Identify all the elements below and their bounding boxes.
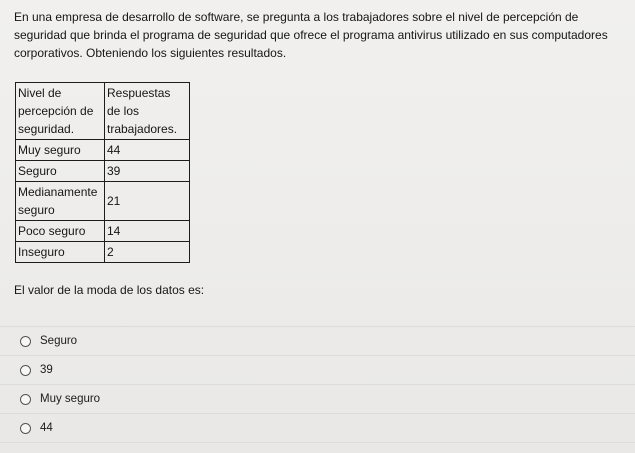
option-label: Seguro xyxy=(40,335,78,347)
table-header-row xyxy=(16,83,190,140)
table-cell-level: Inseguro xyxy=(16,242,105,263)
results-table xyxy=(15,82,190,263)
table-row xyxy=(16,161,190,182)
table-cell-count: 2 xyxy=(105,242,190,263)
answer-options xyxy=(0,326,635,443)
option-seguro[interactable] xyxy=(0,326,635,355)
table-cell-level: Poco seguro xyxy=(16,221,105,242)
question-prompt: El valor de la moda de los datos es: xyxy=(14,283,205,297)
table-cell-count: 39 xyxy=(105,161,190,182)
table-row xyxy=(16,182,190,221)
table-header-level: Nivel de percepción de seguridad. xyxy=(16,83,105,140)
option-muy-seguro[interactable] xyxy=(0,384,635,413)
table-cell-level: Muy seguro xyxy=(16,140,105,161)
option-39[interactable] xyxy=(0,355,635,384)
option-44[interactable] xyxy=(0,413,635,443)
option-label: 39 xyxy=(40,364,53,376)
radio-button[interactable] xyxy=(20,336,31,347)
question-text: En una empresa de desarrollo de software, se pregunta a los trabajadores sobre el nivel de percepción de seguridad que brinda el programa de seguridad que ofrece el programa antivirus utilizado en sus computadores corporativos. Obteniendo los siguientes resultados. xyxy=(14,10,608,60)
table-cell-count: 14 xyxy=(105,221,190,242)
option-label: 44 xyxy=(40,422,53,434)
table-cell-count: 44 xyxy=(105,140,190,161)
table-row xyxy=(16,140,190,161)
table-cell-count: 21 xyxy=(105,182,190,221)
table-cell-level: Seguro xyxy=(16,161,105,182)
table-row xyxy=(16,221,190,242)
table-cell-level: Medianamente seguro xyxy=(16,182,105,221)
option-label: Muy seguro xyxy=(40,393,101,405)
radio-button[interactable] xyxy=(20,394,31,405)
radio-button[interactable] xyxy=(20,365,31,376)
radio-button[interactable] xyxy=(20,423,31,434)
table-header-responses: Respuestas de los trabajadores. xyxy=(105,83,190,140)
table-row xyxy=(16,242,190,263)
